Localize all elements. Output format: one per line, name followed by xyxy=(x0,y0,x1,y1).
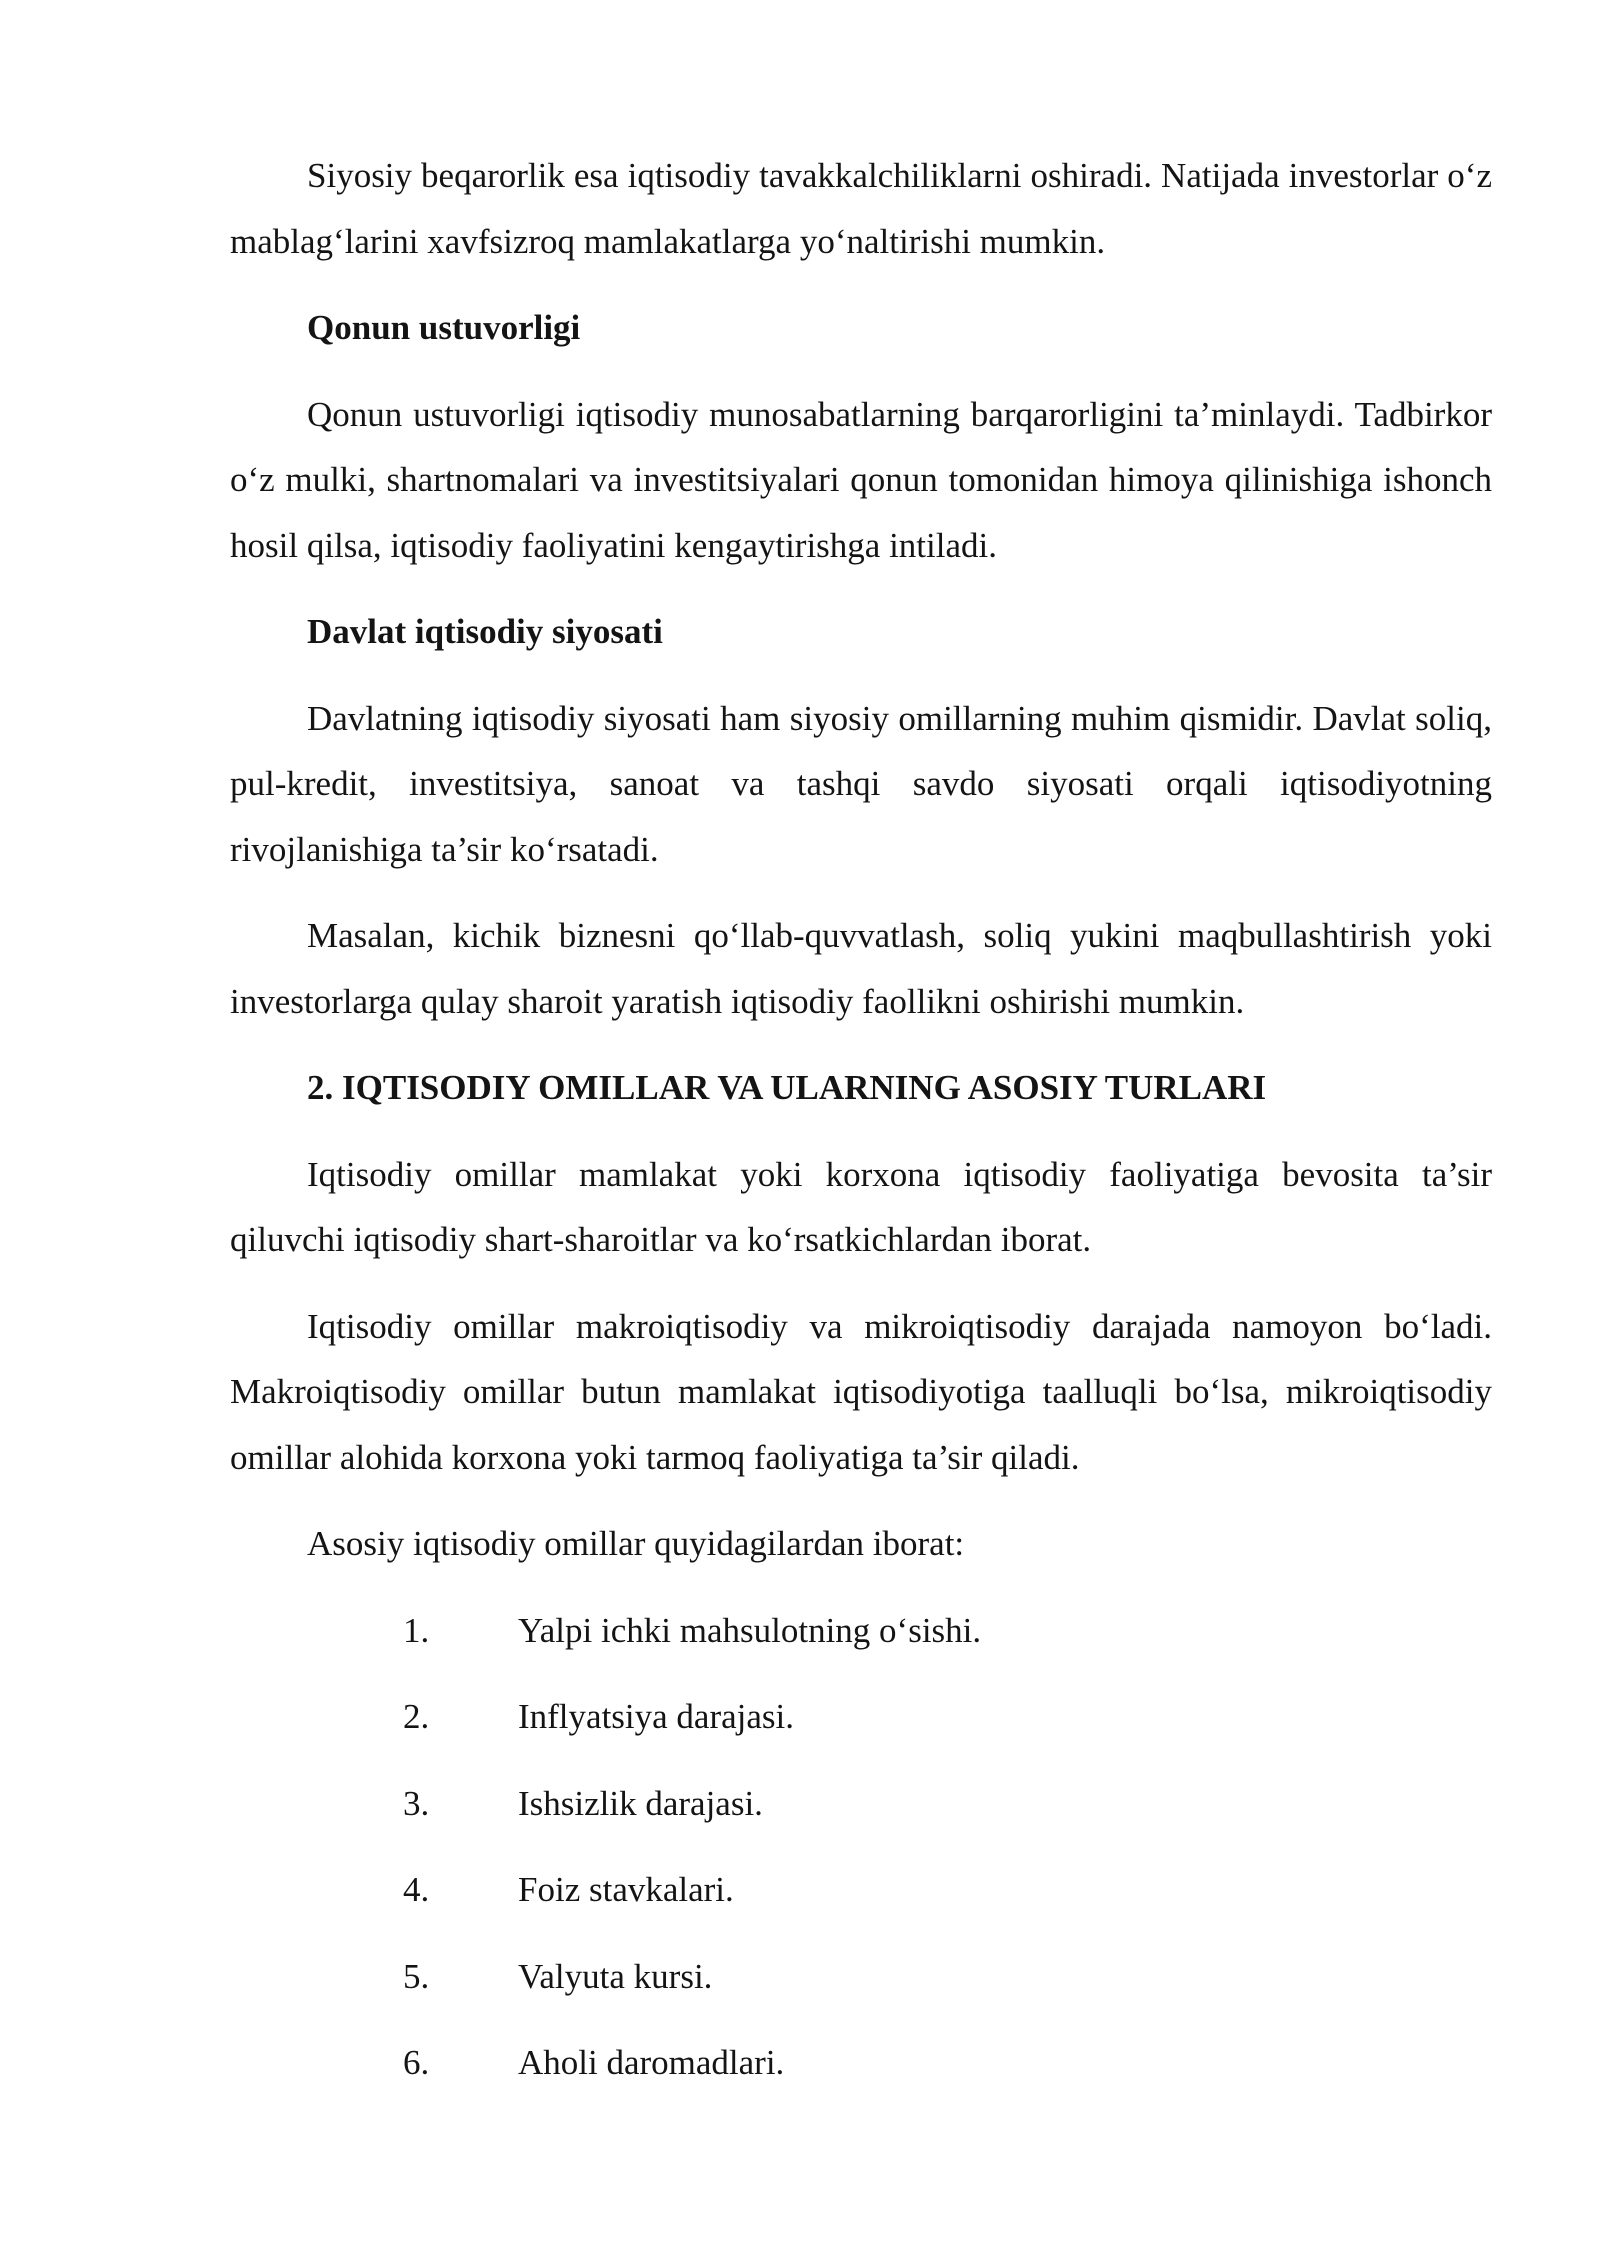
list-item-text: Inflyatsiya darajasi. xyxy=(518,1697,795,1736)
list-item xyxy=(230,2030,1492,2096)
list-item-text: Valyuta kursi. xyxy=(518,1956,713,1996)
paragraph-list-intro: Asosiy iqtisodiy omillar quyidagilardan iborat: xyxy=(307,1524,965,1563)
list-item-number: 3. xyxy=(403,1783,430,1823)
list-item-number: 5. xyxy=(403,1956,430,1996)
list-item-number: 6. xyxy=(403,2043,430,2082)
heading-section-2: 2. IQTISODIY OMILLAR VA ULARNING ASOSIY TURLARI xyxy=(307,1068,1267,1107)
list-item-number: 4. xyxy=(403,1870,430,1909)
paragraph-macro-micro: Iqtisodiy omillar makroiqtisodiy va mikroiqtisodiy darajada namoyon bo‘ladi. Makroiqtisodiy omillar butun mamlakat iqtisodiyotiga taalluqli bo‘lsa, mikroiqtisodiy omillar alohida korxona yoki tarmoq faoliyatiga ta’sir qiladi. xyxy=(230,1306,1492,1477)
list-item-text: Ishsizlik darajasi. xyxy=(518,1783,763,1823)
list-item xyxy=(230,1684,1492,1750)
list-item-text: Foiz stavkalari. xyxy=(518,1870,734,1909)
heading-rule-of-law: Qonun ustuvorligi xyxy=(307,308,581,347)
paragraph-political-instability: Siyosiy beqarorlik esa iqtisodiy tavakkalchiliklarni oshiradi. Natijada investorlar o‘z mablag‘larini xavfsizroq mamlakatlarga yo‘naltirishi mumkin. xyxy=(230,156,1492,261)
list-item xyxy=(230,1944,1492,2010)
paragraph-economic-factors-definition: Iqtisodiy omillar mamlakat yoki korxona iqtisodiy faoliyatiga bevosita ta’sir qiluvchi iqtisodiy shart-sharoitlar va ko‘rsatkichlardan iborat. xyxy=(230,1154,1492,1259)
list-item-text: Yalpi ichki mahsulotning o‘sishi. xyxy=(518,1610,982,1650)
economic-factors-list xyxy=(230,1598,1492,2096)
paragraph-state-economic-policy: Davlatning iqtisodiy siyosati ham siyosiy omillarning muhim qismidir. Davlat soliq, pul-kredit, investitsiya, sanoat va tashqi savdo siyosati orqali iqtisodiyotning rivojlanishiga ta’sir ko‘rsatadi. xyxy=(230,698,1492,869)
paragraph-example: Masalan, kichik biznesni qo‘llab-quvvatlash, soliq yukini maqbullashtirish yoki investorlarga qulay sharoit yaratish iqtisodiy faollikni oshirishi mumkin. xyxy=(230,916,1492,1021)
document-page xyxy=(230,143,1492,2117)
list-item xyxy=(230,1857,1492,1923)
list-item-text: Aholi daromadlari. xyxy=(518,2043,785,2082)
list-item xyxy=(230,1771,1492,1837)
list-item-number: 1. xyxy=(403,1610,430,1650)
paragraph-rule-of-law: Qonun ustuvorligi iqtisodiy munosabatlarning barqarorligini ta’minlaydi. Tadbirkor o‘z mulki, shartnomalari va investitsiyalari qonun tomonidan himoya qilinishiga ishonch hosil qilsa, iqtisodiy faoliyatini kengaytirishga intiladi. xyxy=(230,394,1492,565)
list-item-number: 2. xyxy=(403,1697,430,1736)
list-item xyxy=(230,1598,1492,1664)
heading-state-economic-policy: Davlat iqtisodiy siyosati xyxy=(307,612,663,651)
